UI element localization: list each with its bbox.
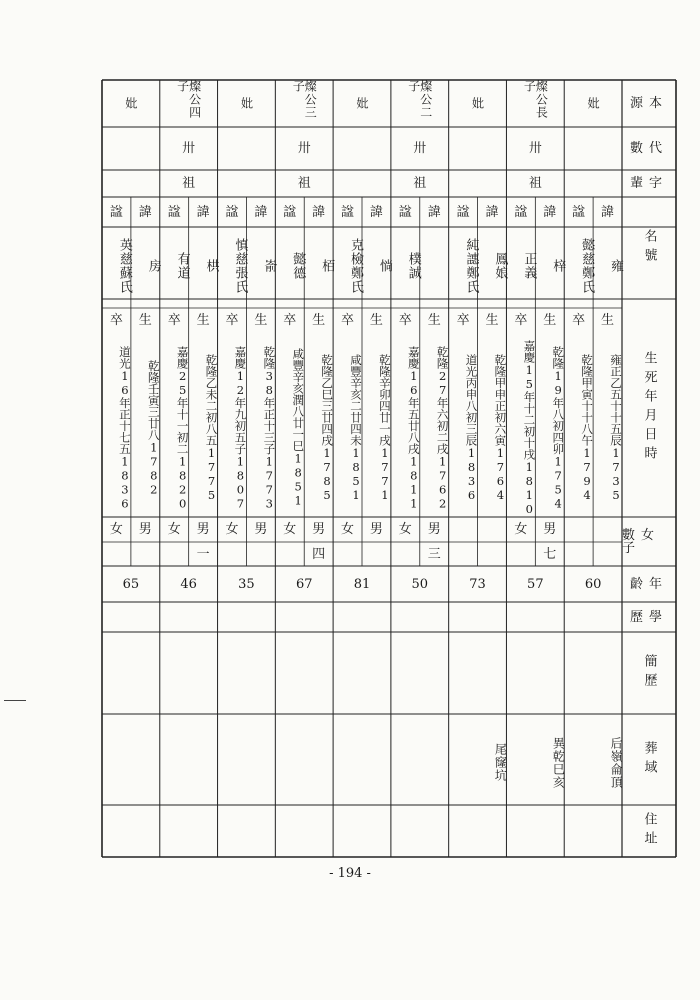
- generation-number: 卅: [528, 141, 542, 156]
- posthumous-name: 正義: [521, 252, 537, 280]
- margin-mark: [4, 700, 26, 701]
- tag-shi: 諡: [456, 204, 470, 220]
- birth-date: 乾隆19年八初四卯1754: [551, 345, 566, 511]
- death-date: 咸豐辛亥二廿四未1851: [348, 354, 363, 502]
- burial-place: [333, 714, 391, 805]
- child-male: [593, 517, 622, 542]
- child-count: 四: [312, 546, 326, 562]
- birth-date: 乾隆27年六初二戌1762: [435, 345, 450, 511]
- child-count: 七: [543, 546, 557, 562]
- death-date: 乾隆甲寅十十八午1794: [580, 354, 595, 502]
- death-date: 道光丙申八初三辰1836: [464, 354, 479, 502]
- generation-character: 祖: [413, 176, 427, 191]
- page-number: - 194 -: [329, 866, 371, 881]
- header-label: 歷學: [629, 609, 668, 625]
- life-tag-death: 卒: [167, 312, 181, 328]
- child-female: [449, 517, 478, 542]
- generation-number: [333, 127, 391, 170]
- child-female: 女: [514, 522, 528, 537]
- tag-hui: 諱: [254, 204, 268, 220]
- child-female: 女: [283, 522, 297, 537]
- header-label: 數代: [629, 141, 668, 156]
- child-female: 女: [341, 522, 355, 537]
- posthumous-name: 純譓鄭氏: [463, 238, 479, 294]
- posthumous-name: 懿慈鄭氏: [579, 238, 595, 294]
- tag-shi: 諡: [514, 204, 528, 220]
- birth-date: 雍正乙五十十五辰1735: [608, 354, 623, 502]
- generation-character: 祖: [528, 176, 542, 191]
- birth-date: 乾隆甲申正初六寅1764: [493, 354, 508, 502]
- child-male: 男: [196, 522, 210, 537]
- generation-number: [449, 127, 507, 170]
- generation-character: [449, 170, 507, 197]
- header-label: 簡歷: [641, 654, 657, 692]
- burial-place: [218, 714, 276, 805]
- given-name: 栢: [319, 259, 335, 273]
- burial-place: [391, 714, 449, 805]
- tag-hui: 諱: [196, 204, 210, 220]
- child-female: 女: [109, 522, 123, 537]
- child-male: 男: [369, 522, 383, 537]
- tag-hui: 諱: [312, 204, 326, 220]
- generation-character: [333, 170, 391, 197]
- generation-character: [564, 170, 622, 197]
- generation-character: [218, 170, 276, 197]
- child-male: 男: [254, 522, 268, 537]
- tag-hui: 諱: [485, 204, 499, 220]
- child-male: 男: [427, 522, 441, 537]
- birth-date: 乾隆38年正十三子1773: [262, 345, 277, 511]
- tag-hui: 諱: [369, 204, 383, 220]
- child-male: 男: [312, 522, 326, 537]
- child-male: 男: [543, 522, 557, 537]
- posthumous-name: 懿德: [290, 252, 306, 280]
- given-name: 嵛: [261, 259, 277, 273]
- burial-place: 后嶺侖頂: [608, 736, 623, 789]
- entry-heading: 燦公二子: [406, 80, 433, 119]
- burial-place: 異乾巳亥: [551, 736, 566, 789]
- header-label: 葬域: [641, 740, 657, 779]
- life-tag-death: 卒: [572, 312, 586, 328]
- given-name: 雍: [607, 259, 623, 273]
- age-value: 65: [122, 576, 140, 592]
- posthumous-name: 樸誠: [405, 252, 421, 280]
- life-tag-death: 卒: [398, 312, 412, 328]
- life-tag-death: 卒: [514, 312, 528, 328]
- entry-heading: 妣: [470, 97, 485, 110]
- life-tag-birth: 生: [138, 312, 152, 328]
- death-date: 嘉慶12年九初五子1807: [233, 345, 248, 511]
- death-date: 嘉慶15年十二初十戌1810: [522, 340, 537, 516]
- life-tag-birth: 生: [369, 312, 383, 328]
- header-label: 輩字: [629, 176, 668, 191]
- child-female: 女: [225, 522, 239, 537]
- child-count: 三: [427, 546, 441, 562]
- age-value: 73: [469, 576, 486, 592]
- life-tag-birth: 生: [254, 312, 268, 328]
- burial-place: [275, 714, 333, 805]
- burial-place: [160, 714, 218, 805]
- age-value: 67: [295, 576, 313, 592]
- child-count: 一: [196, 546, 210, 562]
- life-tag-death: 卒: [283, 312, 297, 328]
- given-name: 房: [145, 259, 161, 273]
- tag-shi: 諡: [572, 204, 586, 220]
- life-tag-death: 卒: [456, 312, 470, 328]
- child-count: [593, 542, 622, 566]
- tag-hui: 諱: [601, 204, 615, 220]
- child-female: [564, 517, 593, 542]
- tag-shi: 諡: [283, 204, 297, 220]
- entry-heading: 妣: [123, 97, 138, 110]
- header-label: 源本: [629, 96, 668, 111]
- entry-heading: 妣: [239, 97, 254, 110]
- given-name: 栱: [203, 259, 219, 273]
- life-tag-birth: 生: [427, 312, 441, 328]
- child-male: [478, 517, 507, 542]
- header-label: 住址: [641, 812, 657, 850]
- birth-date: 乾隆乙未二初八五1775: [204, 354, 219, 502]
- entry-heading: 燦公四子: [175, 80, 202, 119]
- life-tag-birth: 生: [543, 312, 557, 328]
- generation-character: 祖: [182, 176, 196, 191]
- generation-number: [218, 127, 276, 170]
- life-tag-birth: 生: [485, 312, 499, 328]
- life-tag-death: 卒: [341, 312, 355, 328]
- tag-hui: 諱: [543, 204, 557, 220]
- given-name: 鳳娘: [492, 252, 508, 280]
- entry-heading: 妣: [586, 97, 601, 110]
- tag-hui: 諱: [138, 204, 152, 220]
- child-count: [478, 542, 507, 566]
- age-value: 60: [584, 576, 602, 592]
- child-count: [246, 542, 275, 566]
- death-date: 咸豐辛亥潤八廿一巳1851: [291, 348, 306, 508]
- header-label: 齡年: [629, 576, 668, 592]
- generation-number: 卅: [413, 141, 427, 156]
- age-value: 35: [238, 576, 255, 592]
- tag-hui: 諱: [427, 204, 441, 220]
- child-female: 女: [398, 522, 412, 537]
- age-value: 46: [180, 576, 197, 592]
- death-date: 嘉慶25年十一初二1820: [175, 345, 190, 511]
- birth-date: 乾隆乙巳三廿四戌1785: [320, 354, 335, 502]
- child-count: [131, 542, 160, 566]
- generation-character: 祖: [297, 176, 311, 191]
- life-tag-birth: 生: [601, 312, 615, 328]
- life-tag-death: 卒: [109, 312, 123, 328]
- age-value: 81: [353, 576, 371, 592]
- generation-number: [102, 127, 160, 170]
- tag-shi: 諡: [398, 204, 412, 220]
- generation-number: [564, 127, 622, 170]
- header-label: 生死年月日時: [641, 351, 657, 465]
- child-male: 男: [138, 522, 152, 537]
- entry-heading: 燦公三子: [291, 80, 318, 119]
- life-tag-death: 卒: [225, 312, 239, 328]
- tag-shi: 諡: [225, 204, 239, 220]
- age-value: 57: [527, 576, 544, 592]
- burial-place: 尾窿坑: [493, 743, 508, 782]
- posthumous-name: 慎慈張氏: [232, 238, 248, 294]
- header-label: 數女子: [622, 527, 661, 556]
- generation-number: 卅: [297, 141, 311, 156]
- child-female: 女: [167, 522, 181, 537]
- given-name: [420, 227, 449, 299]
- posthumous-name: 克檢鄭氏: [347, 238, 363, 294]
- burial-place: [102, 714, 160, 805]
- death-date: 道光16年正十七五1836: [117, 345, 132, 511]
- generation-number: 卅: [182, 141, 196, 156]
- entry-heading: 燦公長子: [522, 80, 549, 119]
- birth-date: 乾隆辛卯四廿一戌1771: [377, 354, 392, 502]
- life-tag-birth: 生: [196, 312, 210, 328]
- posthumous-name: 英慈蘇氏: [116, 238, 132, 294]
- age-value: 50: [411, 576, 429, 592]
- life-tag-birth: 生: [312, 312, 326, 328]
- given-name: 惝: [376, 259, 392, 273]
- header-label: 名號: [641, 229, 657, 267]
- tag-shi: 諡: [341, 204, 355, 220]
- given-name: 梓: [550, 259, 566, 273]
- child-count: [362, 542, 391, 566]
- tag-shi: 諡: [167, 204, 181, 220]
- tag-shi: 諡: [109, 204, 123, 220]
- death-date: 嘉慶16年五廿八戌1811: [406, 345, 421, 511]
- generation-character: [102, 170, 160, 197]
- entry-heading: 妣: [355, 97, 369, 110]
- posthumous-name: 有道: [174, 252, 190, 280]
- birth-date: 乾隆壬寅三廿八1782: [146, 359, 161, 497]
